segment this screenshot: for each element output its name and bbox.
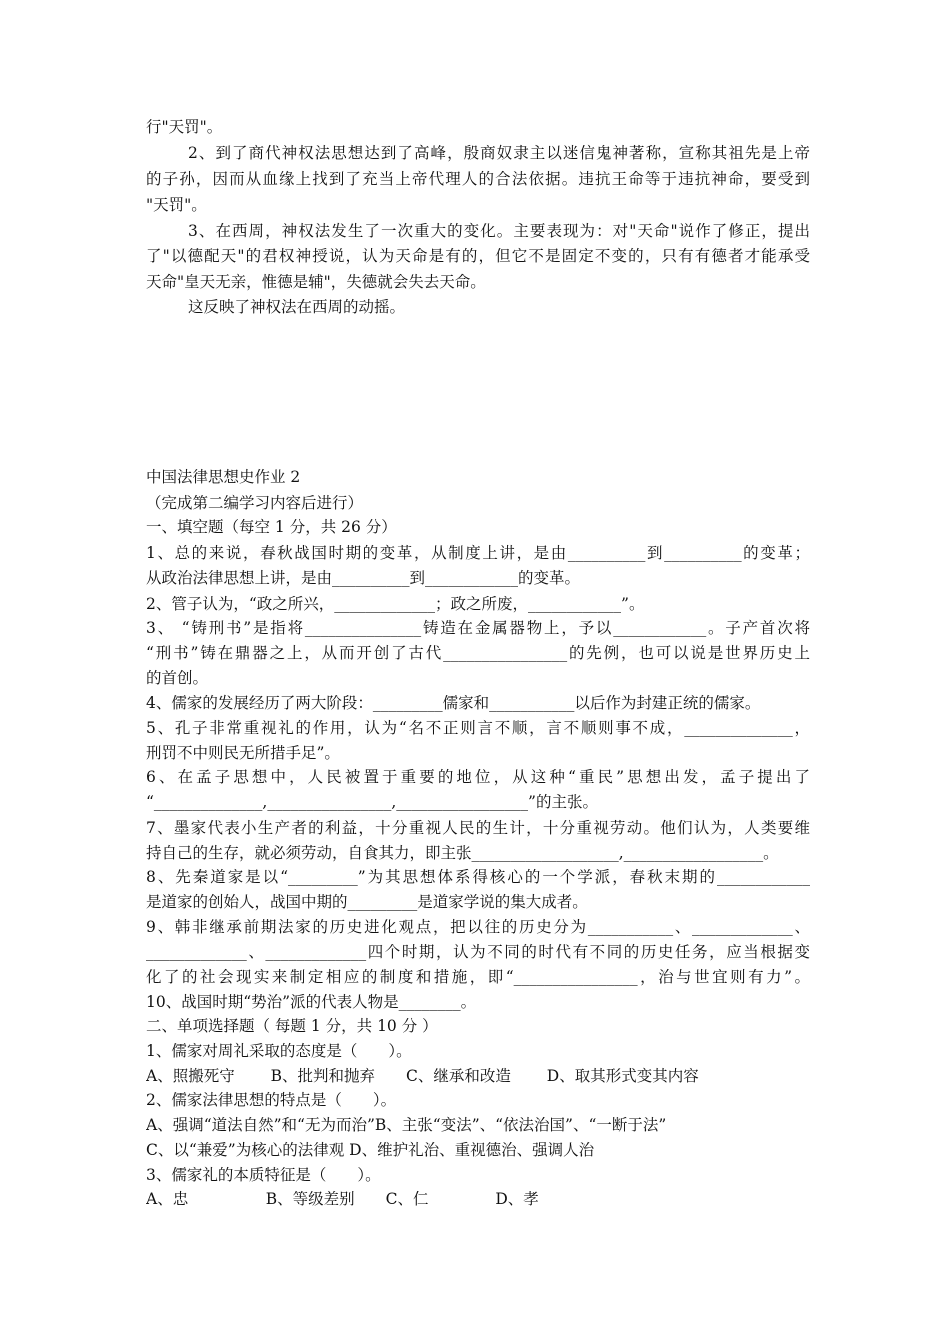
- fill-question-line: 6、在孟子思想中，人民被置于重要的地位，从这种“重民”思想出发，孟子提出了: [146, 768, 810, 786]
- section-heading-fill-in: 一、填空题（每空 1 分，共 26 分）: [146, 518, 397, 536]
- choice-options-line: A、照搬死守 B、批判和抛弃 C、继承和改造 D、取其形式变其内容: [146, 1067, 699, 1085]
- intro-line: "天罚"。: [146, 196, 207, 214]
- section-heading-choice: 二、单项选择题（ 每题 1 分，共 10 分 ）: [146, 1017, 438, 1035]
- fill-question-line: 9、韩非继承前期法家的历史进化观点，把以往的历史分为___________、_____________、: [146, 918, 810, 936]
- fill-question-line: “刑书”铸在鼎器之上，从而开创了古代________________的先例，也可以说是世界历史上: [146, 644, 810, 662]
- intro-line: 天命"皇天无亲，惟德是辅"，失德就会失去天命。: [146, 273, 486, 291]
- fill-question-line: “______________,________________,_________________”的主张。: [146, 793, 598, 811]
- choice-question-line: 3、儒家礼的本质特征是（ ）。: [146, 1166, 381, 1184]
- fill-question-line: 的首创。: [146, 669, 209, 687]
- fill-question-line: 4、儒家的发展经历了两大阶段：_________儒家和___________以后作为封建正统的儒家。: [146, 694, 761, 712]
- fill-question-line: 刑罚不中则民无所措手足”。: [146, 744, 340, 762]
- intro-line: 3、在西周，神权法发生了一次重大的变化。主要表现为：对"天命"说作了修正，提出: [188, 222, 810, 240]
- fill-question-line: 3、 “铸刑书”是指将_______________铸造在金属器物上，予以____________。子产首次将: [146, 619, 810, 637]
- fill-question-line: 从政治法律思想上讲，是由__________到____________的变革。: [146, 569, 581, 587]
- fill-question-line: 1、总的来说，春秋战国时期的变革，从制度上讲，是由__________到__________的变革；: [146, 544, 810, 562]
- fill-question-line: 7、墨家代表小生产者的利益，十分重视人民的生计，十分重视劳动。他们认为，人类要维: [146, 819, 810, 837]
- fill-question-line: _____________、_____________四个时期，认为不同的时代有不同的历史任务，应当根据变: [146, 943, 810, 961]
- assignment-title: 中国法律思想史作业 2: [146, 468, 301, 486]
- assignment-subtitle: （完成第二编学习内容后进行）: [146, 494, 364, 512]
- choice-options-line: A、强调“道法自然”和“无为而治”B、主张“变法”、“依法治国”、“一断于法”: [146, 1116, 667, 1134]
- fill-question-line: 5、孔子非常重视礼的作用，认为“名不正则言不顺，言不顺则事不成，______________，: [146, 719, 810, 737]
- intro-line: 行"天罚"。: [146, 118, 223, 136]
- fill-question-line: 化了的社会现实来制定相应的制度和措施，即“________________，治与世宜则有力”。: [146, 968, 810, 986]
- choice-options-line: A、忠 B、等级差别 C、仁 D、孝: [146, 1190, 539, 1208]
- fill-question-line: 持自己的生存，就必须劳动，自食其力，即主张___________________,__________________。: [146, 844, 779, 862]
- intro-line: 2、到了商代神权法思想达到了高峰，殷商奴隶主以迷信鬼神著称，宣称其祖先是上帝: [188, 144, 810, 162]
- intro-line: 的子孙，因而从血缘上找到了充当上帝代理人的合法依据。违抗王命等于违抗神命，要受到: [146, 170, 810, 188]
- intro-line: 了"以德配天"的君权神授说，认为天命是有的，但它不是固定不变的，只有有德者才能承受: [146, 247, 810, 265]
- choice-options-line: C、以“兼爱”为核心的法律观 D、维护礼治、重视德治、强调人治: [146, 1141, 595, 1159]
- choice-question-line: 1、儒家对周礼采取的态度是（ ）。: [146, 1042, 412, 1060]
- fill-question-line: 10、战国时期“势治”派的代表人物是________。: [146, 993, 477, 1011]
- fill-question-line: 8、先秦道家是以“_________”为其思想体系得核心的一个学派，春秋末期的____________: [146, 868, 810, 886]
- choice-question-line: 2、儒家法律思想的特点是（ ）。: [146, 1091, 397, 1109]
- fill-question-line: 2、管子认为，“政之所兴，_____________；政之所废，____________”。: [146, 595, 645, 613]
- intro-line: 这反映了神权法在西周的动摇。: [188, 298, 406, 316]
- fill-question-line: 是道家的创始人，战国中期的_________是道家学说的集大成者。: [146, 893, 588, 911]
